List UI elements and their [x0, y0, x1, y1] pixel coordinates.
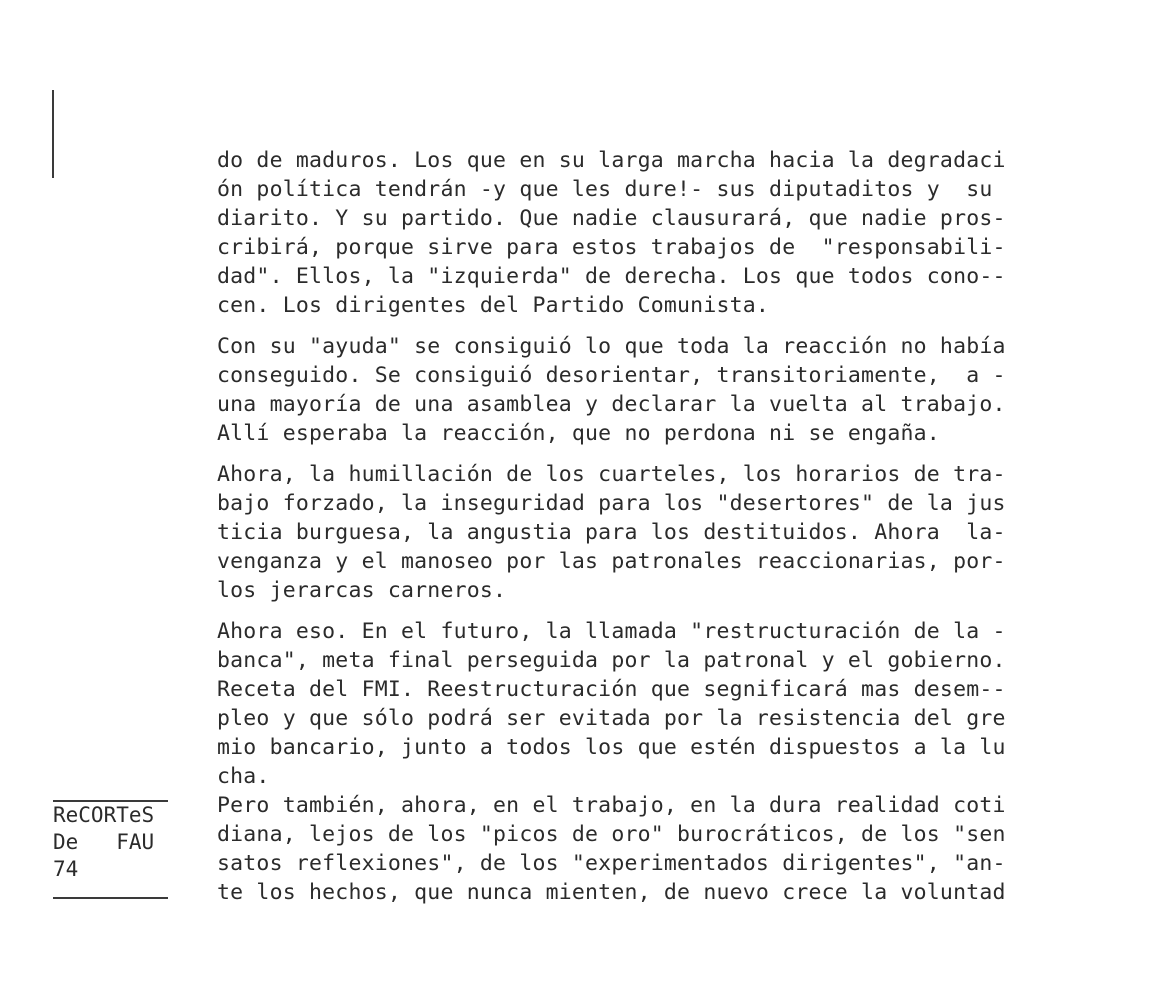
paragraph-1 [217, 146, 1117, 320]
text-line: venganza y el manoseo por las patronales reaccionarias, por- [217, 549, 1006, 574]
paragraph-5 [217, 791, 1117, 907]
text-line: diana, lejos de los "picos de oro" burocráticos, de los "sen [217, 822, 1006, 847]
text-line: bajo forzado, la inseguridad para los "desertores" de la jus [217, 491, 1006, 516]
text-line: Ahora eso. En el futuro, la llamada "restructuración de la - [217, 619, 1006, 644]
text-line: cribirá, porque sirve para estos trabajos de "responsabili- [217, 235, 1006, 260]
text-line: cen. Los dirigentes del Partido Comunista. [217, 293, 770, 318]
paragraph-4 [217, 617, 1117, 791]
text-line: diarito. Y su partido. Que nadie clausurará, que nadie pros- [217, 206, 1006, 231]
side-note [53, 800, 168, 899]
text-line: Pero también, ahora, en el trabajo, en la dura realidad coti [217, 793, 1006, 818]
side-note-line: ReCORTeS [53, 803, 155, 827]
text-line: Con su "ayuda" se consiguió lo que toda la reacción no había [217, 334, 1006, 359]
margin-rule [52, 90, 54, 178]
text-line: ticia burguesa, la angustia para los destituidos. Ahora la- [217, 520, 1006, 545]
text-line: cha. [217, 764, 270, 789]
text-line: banca", meta final perseguida por la patronal y el gobierno. [217, 648, 1006, 673]
body-text [217, 146, 1117, 907]
text-line: Receta del FMI. Reestructuración que segnificará mas desem-- [217, 677, 1006, 702]
text-line: te los hechos, que nunca mienten, de nuevo crece la voluntad [217, 880, 1006, 905]
text-line: los jerarcas carneros. [217, 578, 507, 603]
text-line: Ahora, la humillación de los cuarteles, los horarios de tra- [217, 462, 1006, 487]
side-note-line: 74 [53, 857, 79, 881]
text-line: do de maduros. Los que en su larga marcha hacia la degradaci [217, 148, 1006, 173]
paragraph-2 [217, 332, 1117, 448]
paragraph-3 [217, 460, 1117, 605]
text-line: Allí esperaba la reacción, que no perdona ni se engaña. [217, 421, 940, 446]
text-line: mio bancario, junto a todos los que estén dispuestos a la lu [217, 735, 1006, 760]
text-line: pleo y que sólo podrá ser evitada por la resistencia del gre [217, 706, 1006, 731]
text-line: dad". Ellos, la "izquierda" de derecha. Los que todos cono-- [217, 264, 1006, 289]
text-line: conseguido. Se consiguió desorientar, transitoriamente, a - [217, 363, 1006, 388]
text-line: ón política tendrán -y que les dure!- sus diputaditos y su [217, 177, 993, 202]
side-note-line: De FAU [53, 830, 155, 854]
text-line: una mayoría de una asamblea y declarar la vuelta al trabajo. [217, 392, 1006, 417]
text-line: satos reflexiones", de los "experimentados dirigentes", "an- [217, 851, 1006, 876]
